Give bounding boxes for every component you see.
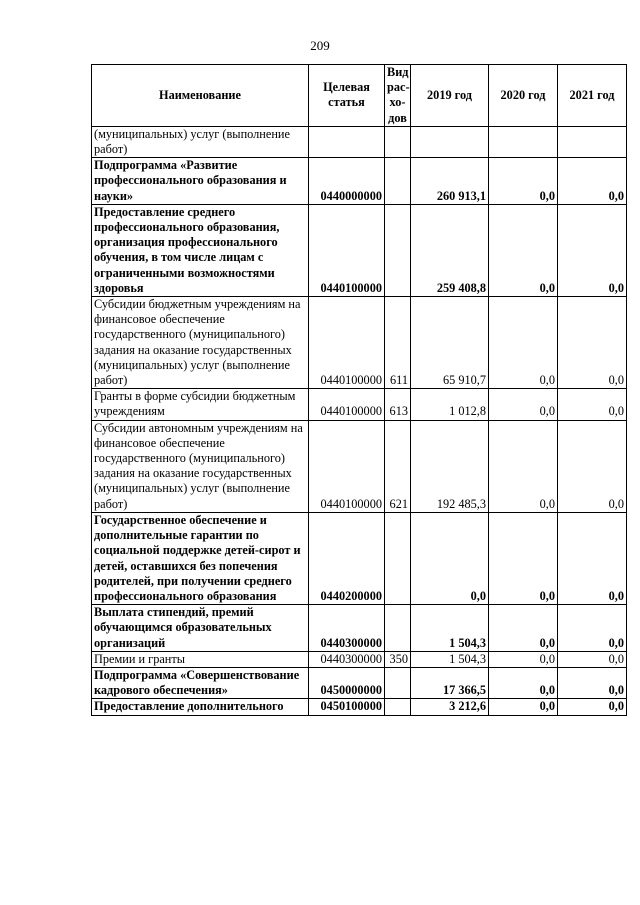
cell-2020: 0,0 bbox=[489, 667, 558, 698]
cell-2020: 0,0 bbox=[489, 389, 558, 420]
cell-2021: 0,0 bbox=[558, 651, 627, 667]
cell-name: Выплата стипендий, премий обучающимся образовательных организаций bbox=[92, 605, 309, 652]
cell-target-code: 0440100000 bbox=[309, 297, 385, 389]
cell-name: Подпрограмма «Развитие профессионального образования и науки» bbox=[92, 158, 309, 205]
cell-name: Субсидии автономным учреждениям на финансовое обеспечение государственного (муниципального) задания на оказание государственных (муниципальных) услуг (выполнение работ) bbox=[92, 420, 309, 512]
cell-name: (муниципальных) услуг (выполнение работ) bbox=[92, 126, 309, 157]
cell-2021: 0,0 bbox=[558, 389, 627, 420]
cell-2019: 17 366,5 bbox=[411, 667, 489, 698]
cell-2021: 0,0 bbox=[558, 204, 627, 296]
page-number: 209 bbox=[310, 38, 330, 53]
cell-2019: 192 485,3 bbox=[411, 420, 489, 512]
cell-expense-type bbox=[385, 699, 411, 715]
cell-target-code: 0450000000 bbox=[309, 667, 385, 698]
cell-target-code: 0450100000 bbox=[309, 699, 385, 715]
table-row bbox=[92, 297, 627, 389]
table-row bbox=[92, 158, 627, 205]
cell-name: Премии и гранты bbox=[92, 651, 309, 667]
cell-2019: 260 913,1 bbox=[411, 158, 489, 205]
cell-target-code bbox=[309, 126, 385, 157]
cell-2019 bbox=[411, 126, 489, 157]
cell-2021: 0,0 bbox=[558, 699, 627, 715]
table-row bbox=[92, 667, 627, 698]
cell-2020: 0,0 bbox=[489, 158, 558, 205]
cell-2019: 1 504,3 bbox=[411, 651, 489, 667]
cell-name: Предоставление среднего профессионального образования, организация профессионального обучения, в том числе лицам с ограниченными возможностями здоровья bbox=[92, 204, 309, 296]
cell-expense-type: 611 bbox=[385, 297, 411, 389]
cell-2020: 0,0 bbox=[489, 512, 558, 604]
cell-2021: 0,0 bbox=[558, 297, 627, 389]
cell-target-code: 0440000000 bbox=[309, 158, 385, 205]
cell-target-code: 0440100000 bbox=[309, 389, 385, 420]
cell-2020: 0,0 bbox=[489, 297, 558, 389]
table-row bbox=[92, 389, 627, 420]
cell-target-code: 0440200000 bbox=[309, 512, 385, 604]
table-row bbox=[92, 512, 627, 604]
cell-2019: 0,0 bbox=[411, 512, 489, 604]
cell-2020: 0,0 bbox=[489, 699, 558, 715]
cell-2021: 0,0 bbox=[558, 420, 627, 512]
cell-2021: 0,0 bbox=[558, 512, 627, 604]
budget-table bbox=[91, 64, 627, 716]
cell-name: Субсидии бюджетным учреждениям на финансовое обеспечение государственного (муниципального) задания на оказание государственных (муниципальных) услуг (выполнение работ) bbox=[92, 297, 309, 389]
cell-expense-type bbox=[385, 204, 411, 296]
cell-2019: 259 408,8 bbox=[411, 204, 489, 296]
cell-target-code: 0440300000 bbox=[309, 651, 385, 667]
cell-expense-type bbox=[385, 512, 411, 604]
table-row bbox=[92, 126, 627, 157]
cell-2020: 0,0 bbox=[489, 651, 558, 667]
cell-expense-type: 621 bbox=[385, 420, 411, 512]
cell-2019: 1 012,8 bbox=[411, 389, 489, 420]
header-2019: 2019 год bbox=[411, 65, 489, 127]
cell-expense-type bbox=[385, 605, 411, 652]
table-row bbox=[92, 420, 627, 512]
cell-name: Государственное обеспечение и дополнительные гарантии по социальной поддержке детей-сирот и детей, оставшихся без попечения родителей, при получении среднего профессионального образования bbox=[92, 512, 309, 604]
cell-2019: 1 504,3 bbox=[411, 605, 489, 652]
header-2021: 2021 год bbox=[558, 65, 627, 127]
header-expense-type: Вид рас-хо-дов bbox=[385, 65, 411, 127]
header-2020: 2020 год bbox=[489, 65, 558, 127]
cell-2021 bbox=[558, 126, 627, 157]
table-row bbox=[92, 204, 627, 296]
cell-target-code: 0440300000 bbox=[309, 605, 385, 652]
cell-2020: 0,0 bbox=[489, 204, 558, 296]
header-code: Целевая статья bbox=[309, 65, 385, 127]
cell-expense-type bbox=[385, 158, 411, 205]
cell-name: Подпрограмма «Совершенствование кадрового обеспечения» bbox=[92, 667, 309, 698]
cell-2019: 3 212,6 bbox=[411, 699, 489, 715]
cell-2020: 0,0 bbox=[489, 605, 558, 652]
cell-2021: 0,0 bbox=[558, 667, 627, 698]
header-name: Наименование bbox=[92, 65, 309, 127]
cell-name: Предоставление дополнительного bbox=[92, 699, 309, 715]
cell-name: Гранты в форме субсидии бюджетным учреждениям bbox=[92, 389, 309, 420]
cell-2020 bbox=[489, 126, 558, 157]
cell-2020: 0,0 bbox=[489, 420, 558, 512]
cell-expense-type: 613 bbox=[385, 389, 411, 420]
cell-2019: 65 910,7 bbox=[411, 297, 489, 389]
cell-2021: 0,0 bbox=[558, 605, 627, 652]
cell-expense-type: 350 bbox=[385, 651, 411, 667]
table-row bbox=[92, 699, 627, 715]
table-header-row bbox=[92, 65, 627, 127]
cell-expense-type bbox=[385, 667, 411, 698]
table-row bbox=[92, 651, 627, 667]
cell-2021: 0,0 bbox=[558, 158, 627, 205]
cell-expense-type bbox=[385, 126, 411, 157]
cell-target-code: 0440100000 bbox=[309, 420, 385, 512]
cell-target-code: 0440100000 bbox=[309, 204, 385, 296]
table-row bbox=[92, 605, 627, 652]
